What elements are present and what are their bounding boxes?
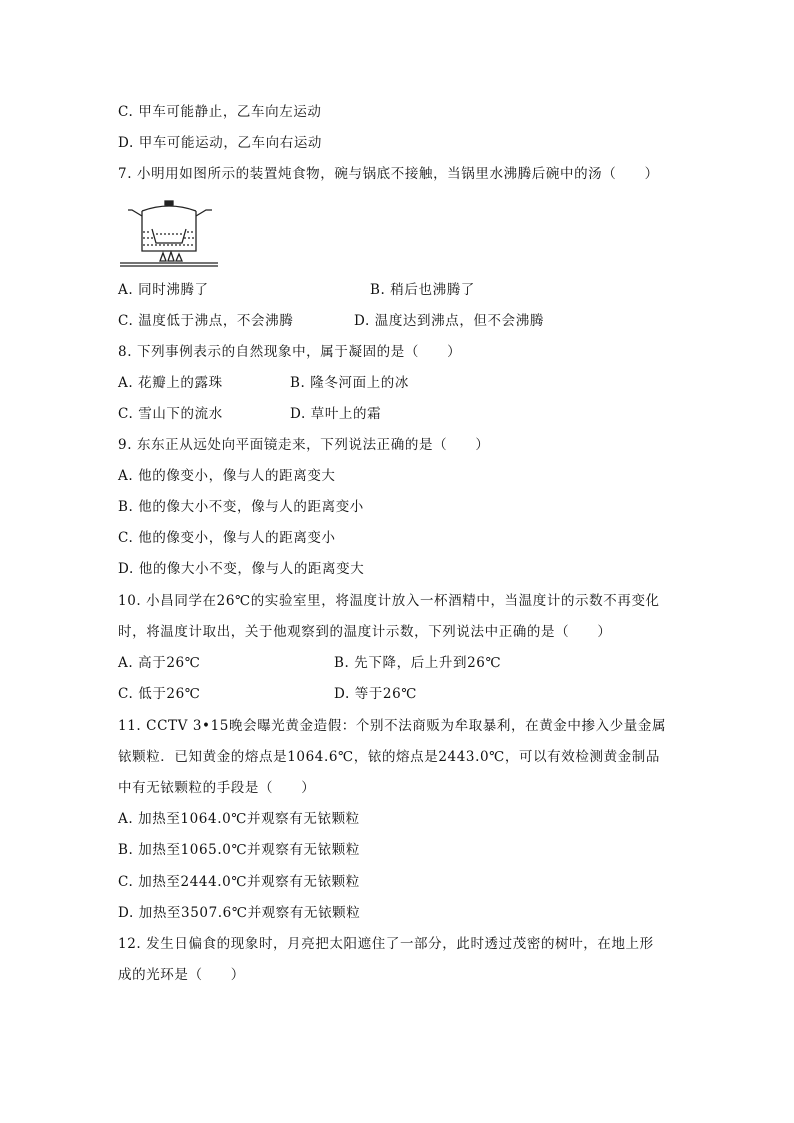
option-9b: B. 他的像大小不变，像与人的距离变小 [118, 499, 364, 515]
option-row-7ab [118, 281, 475, 299]
option-9d: D. 他的像大小不变，像与人的距离变大 [118, 561, 365, 577]
lid-knob [165, 201, 173, 205]
option-7b: B. 稍后也沸腾了 [370, 282, 475, 298]
question-7: 7. 小明用如图所示的装置炖食物，碗与锅底不接触，当锅里水沸腾后碗中的汤（ ） [118, 166, 659, 182]
question-9: 9. 东东正从远处向平面镜走来，下列说法正确的是（ ） [118, 437, 490, 453]
option-11d: D. 加热至3507.6℃并观察有无铱颗粒 [118, 905, 361, 921]
option-row-8cd [118, 405, 382, 423]
option-row-10cd [118, 685, 418, 703]
question-12-line2: 成的光环是（ ） [118, 967, 245, 983]
pot-handle-left [128, 210, 142, 216]
option-row-7cd [118, 312, 544, 330]
option-7d: D. 温度达到沸点，但不会沸腾 [354, 313, 544, 329]
pot-lid [142, 206, 196, 211]
option-7c: C. 温度低于沸点，不会沸腾 [118, 313, 294, 329]
question-10-line2: 时，将温度计取出，关于他观察到的温度计示数，下列说法中正确的是（ ） [118, 624, 612, 640]
option-8a: A. 花瓣上的露珠 [118, 375, 223, 391]
option-9c: C. 他的像变小，像与人的距离变小 [118, 530, 336, 546]
option-6c: C. 甲车可能静止，乙车向左运动 [118, 104, 322, 120]
flame-icon [160, 252, 182, 261]
option-9a: A. 他的像变小，像与人的距离变大 [118, 468, 336, 484]
option-8c: C. 雪山下的流水 [118, 406, 223, 422]
option-row-10ab [118, 654, 502, 672]
option-11c: C. 加热至2444.0℃并观察有无铱颗粒 [118, 874, 360, 890]
option-10c: C. 低于26℃ [118, 686, 201, 702]
question-8: 8. 下列事例表示的自然现象中，属于凝固的是（ ） [118, 344, 462, 360]
option-row-8ab [118, 374, 410, 392]
option-7a: A. 同时沸腾了 [118, 282, 209, 298]
option-11a: A. 加热至1064.0℃并观察有无铱颗粒 [118, 811, 360, 827]
stew-pot-figure [120, 197, 218, 267]
question-11-line2: 铱颗粒．已知黄金的熔点是1064.6℃，铱的熔点是2443.0℃，可以有效检测黄金制品 [118, 749, 660, 765]
option-6d: D. 甲车可能运动，乙车向右运动 [118, 135, 323, 151]
question-11-line3: 中有无铱颗粒的手段是（ ） [118, 780, 316, 796]
option-10b: B. 先下降，后上升到26℃ [334, 655, 502, 671]
option-10d: D. 等于26℃ [334, 686, 418, 702]
bowl [152, 229, 186, 243]
option-8b: B. 隆冬河面上的冰 [290, 375, 410, 391]
question-12-line1: 12. 发生日偏食的现象时，月亮把太阳遮住了一部分，此时透过茂密的树叶，在地上形 [118, 936, 654, 952]
option-11b: B. 加热至1065.0℃并观察有无铱颗粒 [118, 842, 360, 858]
question-10-line1: 10. 小昌同学在26℃的实验室里，将温度计放入一杯酒精中，当温度计的示数不再变化 [118, 593, 660, 609]
pot-handle-right [196, 210, 212, 216]
option-8d: D. 草叶上的霜 [290, 406, 382, 422]
option-10a: A. 高于26℃ [118, 655, 201, 671]
question-11-line1: 11. CCTV 3•15晚会曝光黄金造假：个别不法商贩为牟取暴利，在黄金中掺入少量金属 [118, 718, 667, 734]
